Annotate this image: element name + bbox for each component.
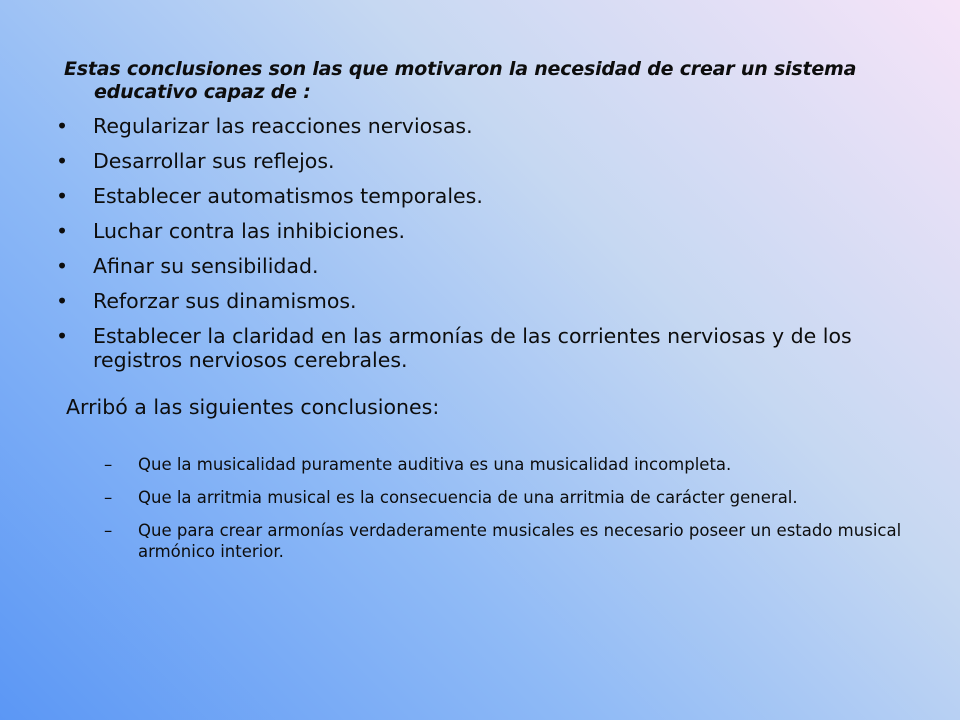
bullet-text: Regularizar las reacciones nerviosas. [93, 114, 473, 138]
sub-item-list [104, 454, 904, 574]
bullet-icon: • [56, 184, 69, 208]
bullet-text: Desarrollar sus reflejos. [93, 149, 335, 173]
sub-item-text: Que la arritmia musical es la consecuencia de una arritmia de carácter general. [138, 488, 798, 507]
bullet-item [56, 219, 896, 243]
bullet-item [56, 324, 896, 372]
bullet-text: Establecer la claridad en las armonías de las corrientes nerviosas y de los registros nerviosos cerebrales. [93, 324, 852, 372]
bullet-text: Establecer automatismos temporales. [93, 184, 483, 208]
sub-item [104, 520, 904, 562]
bullet-item [56, 254, 896, 278]
sub-item [104, 454, 904, 475]
intro-text: Estas conclusiones son las que motivaron la necesidad de crear un sistema educativo capaz de : [64, 58, 857, 103]
sub-item-text: Que para crear armonías verdaderamente musicales es necesario poseer un estado musical armónico interior. [138, 521, 902, 561]
sub-item-text: Que la musicalidad puramente auditiva es una musicalidad incompleta. [138, 455, 732, 474]
bullet-icon: • [56, 289, 69, 313]
dash-icon: – [104, 455, 113, 474]
bullet-icon: • [56, 114, 69, 138]
bullet-list [56, 114, 896, 383]
bullet-text: Reforzar sus dinamismos. [93, 289, 357, 313]
bullet-icon: • [56, 149, 69, 173]
sub-item [104, 487, 904, 508]
bullet-text: Luchar contra las inhibiciones. [93, 219, 406, 243]
bullet-item [56, 289, 896, 313]
bullet-text: Afinar su sensibilidad. [93, 254, 319, 278]
bullet-item [56, 149, 896, 173]
dash-icon: – [104, 488, 113, 507]
conclusion-heading: Arribó a las siguientes conclusiones: [66, 395, 440, 419]
bullet-item [56, 114, 896, 138]
bullet-icon: • [56, 254, 69, 278]
bullet-icon: • [56, 219, 69, 243]
bullet-icon: • [56, 324, 69, 348]
dash-icon: – [104, 521, 113, 540]
bullet-item [56, 184, 896, 208]
